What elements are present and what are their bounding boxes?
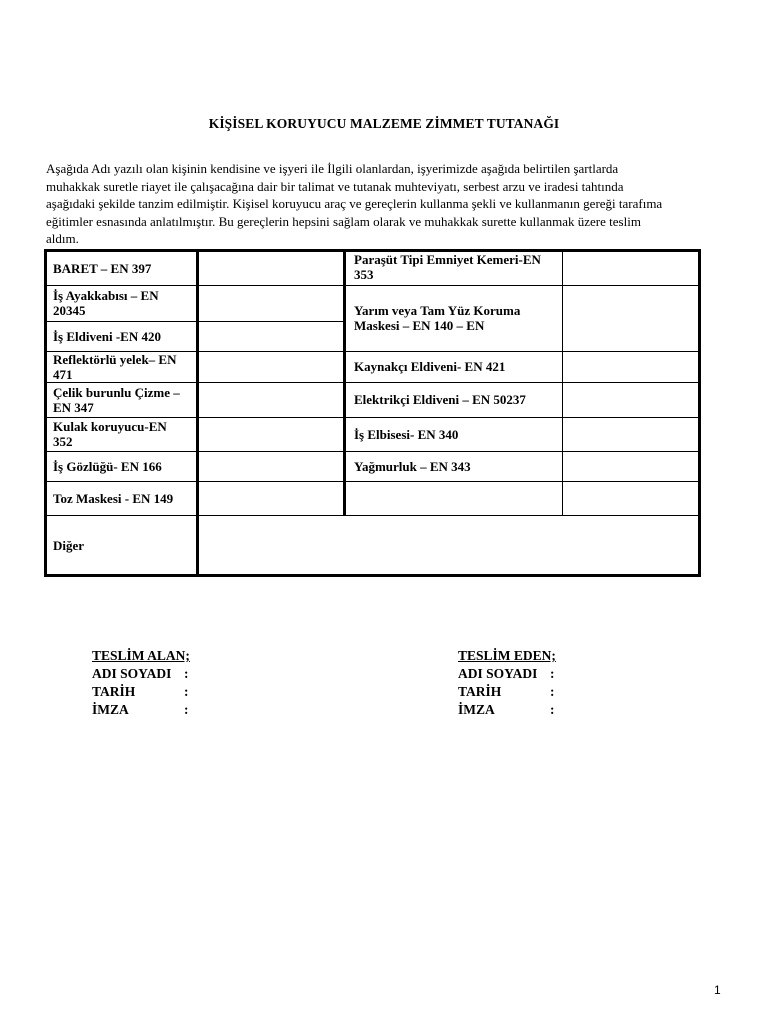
date-label: TARİH [458,684,502,699]
intro-line: muhakkak suretle riayet ile çalışacağına dair bir talimat ve tutanak muhteviyatı, serbest arzu ve iradesi tahtında [46,178,624,194]
equipment-item: Çelik burunlu Çizme – EN 347 [53,384,180,415]
equipment-item: Yarım veya Tam Yüz Koruma Maskesi – EN 140 – EN [354,303,521,333]
date-label: TARİH [92,684,136,699]
equipment-table [44,249,701,577]
document-title: KİŞİSEL KORUYUCU MALZEME ZİMMET TUTANAĞI [208,116,560,131]
signature-label: İMZA [458,702,495,717]
table-divider [196,249,199,577]
receiver-heading: TESLİM ALAN; [92,648,190,663]
colon: : [184,666,189,681]
name-label: ADI SOYADI [458,666,538,681]
equipment-item: BARET – EN 397 [53,261,152,276]
equipment-item: Toz Maskesi - EN 149 [53,490,174,506]
equipment-item: İş Eldiveni -EN 420 [53,328,161,344]
deliverer-block [458,647,556,719]
receiver-block [92,647,190,719]
table-row-line [345,481,701,482]
equipment-item: İş Gözlüğü- EN 166 [53,458,162,474]
intro-line: aşağıdaki şekilde tanzim edilmiştir. Kişisel koruyucu araç ve gereçlerin kullanma şekli ve kullanmanın gereği tarafıma [46,196,663,211]
colon: : [550,702,555,717]
equipment-item: Kulak koruyucu-EN 352 [53,419,167,449]
equipment-item: İş Elbisesi- EN 340 [354,426,459,442]
colon: : [184,684,189,699]
equipment-item: Kaynakçı Eldiveni- EN 421 [354,359,506,374]
intro-line: eğitimler esnasında anlatılmıştır. Bu gereçlerin hepsini sağlam olarak ve muhakkak surette kullanmak üzere teslim [46,213,641,229]
other-label: Diğer [53,537,85,553]
name-label: ADI SOYADI [92,666,172,681]
equipment-item: Paraşüt Tipi Emniyet Kemeri-EN 353 [354,252,541,282]
signature-label: İMZA [92,702,129,717]
colon: : [550,684,555,699]
equipment-item: İş Ayakkabısı – EN 20345 [53,288,159,318]
colon: : [550,666,555,681]
equipment-item: Elektrikçi Eldiveni – EN 50237 [354,392,526,407]
equipment-item: Reflektörlü yelek– EN 471 [53,351,177,382]
colon: : [184,702,189,717]
intro-paragraph [46,160,720,248]
page-number: 1 [714,983,721,997]
deliverer-heading: TESLİM EDEN; [458,648,556,663]
equipment-item: Yağmurluk – EN 343 [354,458,471,474]
intro-line: Aşağıda Adı yazılı olan kişinin kendisine ve işyeri ile İlgili olanlardan, işyerimizde aşağıda belirtilen şartlarda [46,161,619,176]
intro-line: aldım. [46,231,79,246]
